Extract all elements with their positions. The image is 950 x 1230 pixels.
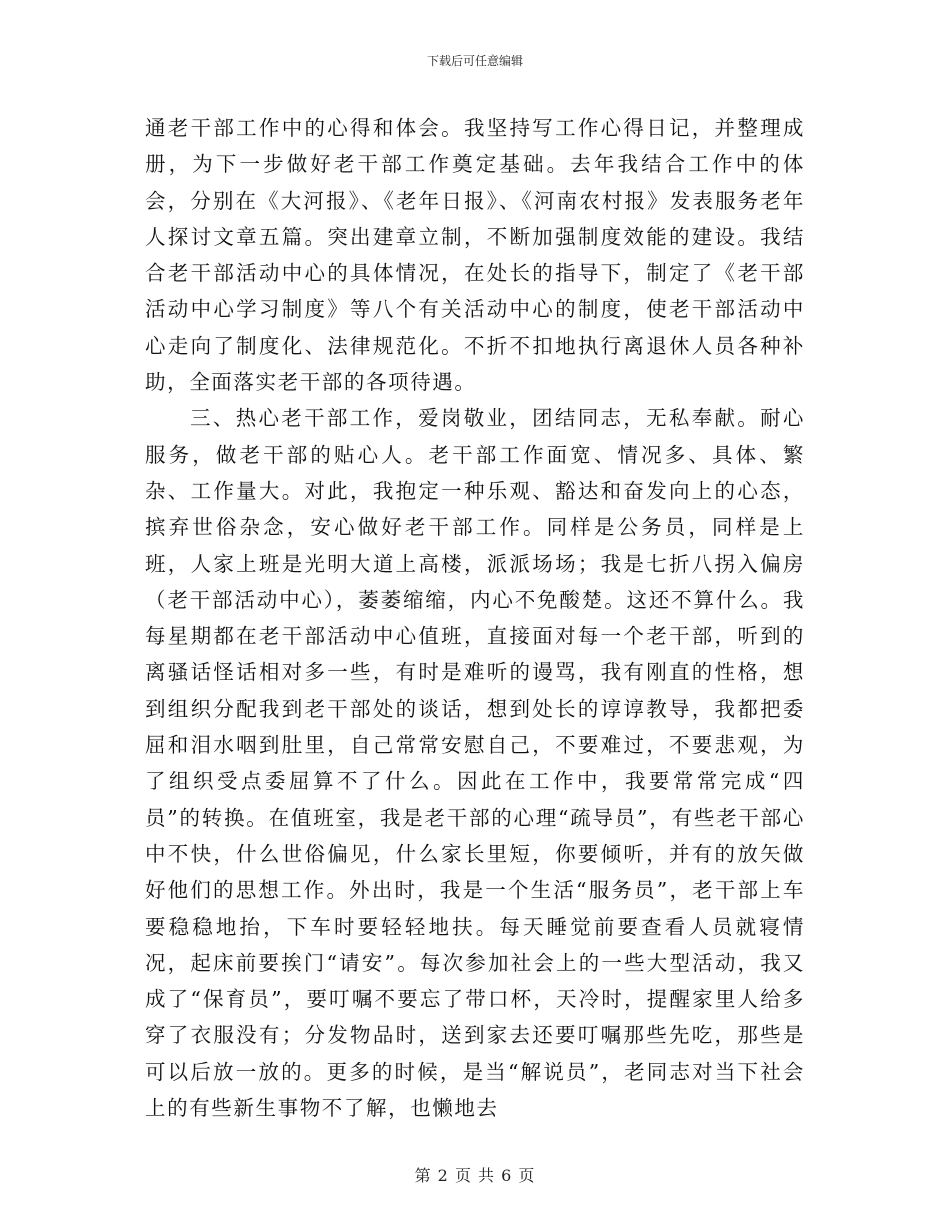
paragraph-1: 通老干部工作中的心得和体会。我坚持写工作心得日记，并整理成册，为下一步做好老干部工作奠定基础。去年我结合工作中的体会，分别在《大河报》、《老年日报》、《河南农村报》发表服务老年人探讨文章五篇。突出建章立制，不断加强制度效能的建设。我结合老干部活动中心的具体情况，在处长的指导下，制定了《老干部活动中心学习制度》等八个有关活动中心的制度，使老干部活动中心走向了制度化、法律规范化。不折不扣地执行离退休人员各种补助，全面落实老干部的各项待遇。 bbox=[145, 116, 805, 395]
page-header: 下载后可任意编辑 bbox=[426, 54, 523, 68]
paragraph-2: 三、热心老干部工作，爱岗敬业，团结同志，无私奉献。耐心服务，做老干部的贴心人。老干部工作面宽、情况多、具体、繁杂、工作量大。对此，我抱定一种乐观、豁达和奋发向上的心态，摈弃世俗杂念，安心做好老干部工作。同样是公务员，同样是上班，人家上班是光明大道上高楼，派派场场；我是七折八拐入偏房（老干部活动中心），萎萎缩缩，内心不免酸楚。这还不算什么。我每星期都在老干部活动中心值班，直接面对每一个老干部，听到的离骚话怪话相对多一些，有时是难听的谩骂，我有刚直的性格，想到组织分配我到老干部处的谈话，想到处长的谆谆教导，我都把委屈和泪水咽到肚里，自己常常安慰自己，不要难过，不要悲观，为了组织受点委屈算不了什么。因此在工作中，我要常常完成“四员”的转换。在值班室，我是老干部的心理“疏导员”，有些老干部心中不快，什么世俗偏见，什么家长里短，你要倾听，并有的放矢做好他们的思想工作。外出时，我是一个生活“服务员”，老干部上车要稳稳地抬，下车时要轻轻地扶。每天睡觉前要查看人员就寝情况，起床前要挨门“请安”。每次参加社会上的一些大型活动，我又成了“保育员”，要叮嘱不要忘了带口杯，天冷时，提醒家里人给多穿了衣服没有；分发物品时，送到家去还要叮嘱那些先吃，那些是可以后放一放的。更多的时候，是当“解说员”，老同志对当下社会上的有些新生事物不了解，也懒地去 bbox=[145, 406, 805, 1121]
page-footer: 第 2 页 共 6 页 bbox=[414, 1166, 536, 1185]
document-body bbox=[145, 110, 805, 1126]
